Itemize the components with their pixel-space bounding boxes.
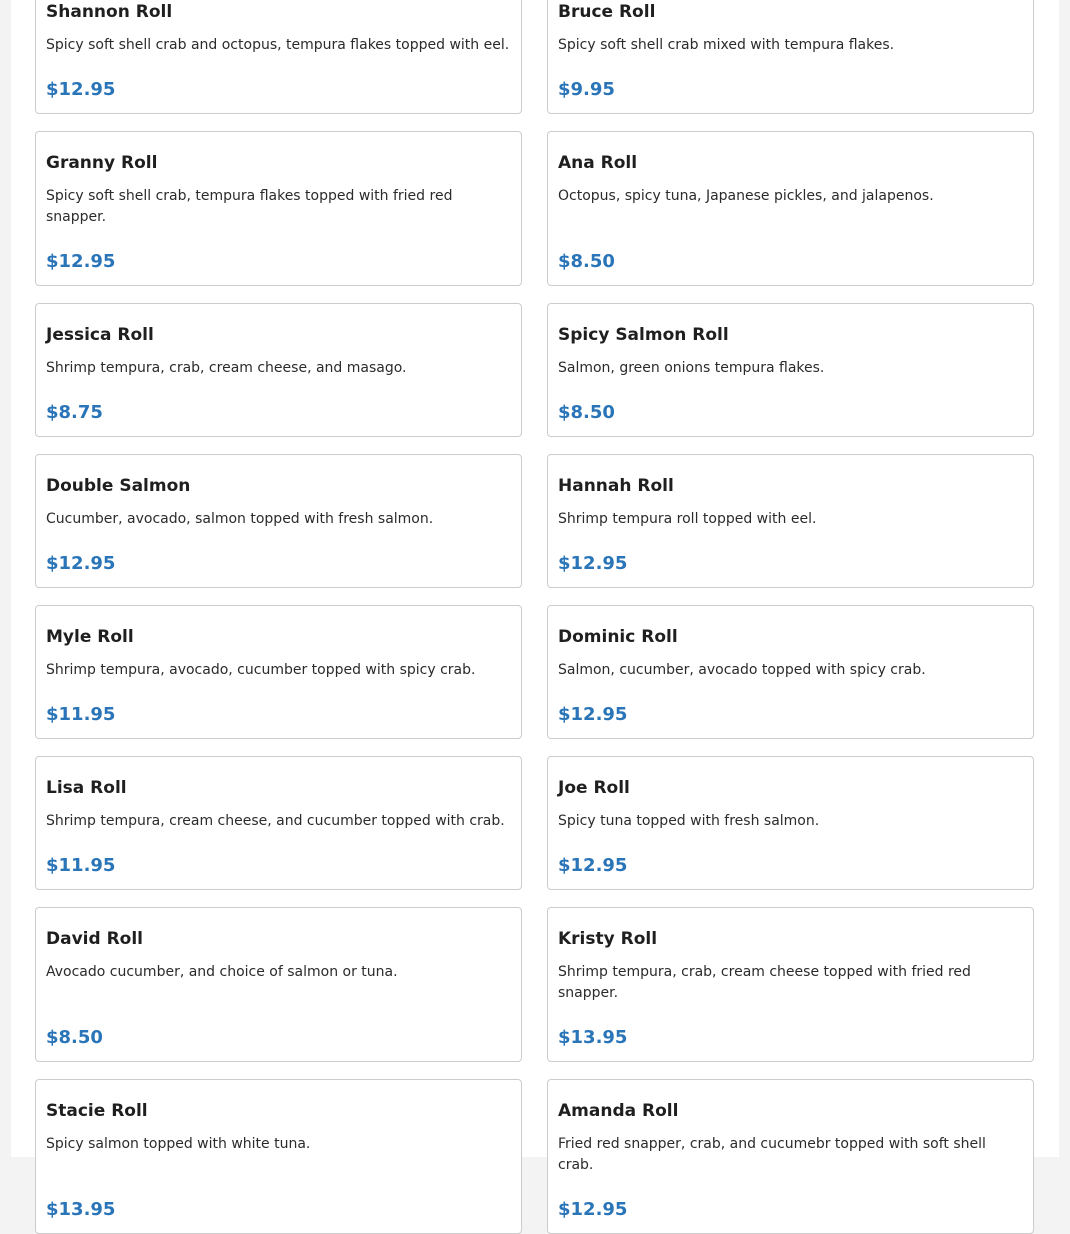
item-description: Octopus, spicy tuna, Japanese pickles, and jalapenos.	[558, 188, 934, 204]
menu-item-card	[547, 605, 1034, 739]
item-description: Spicy soft shell crab, tempura flakes topped with fried red snapper.	[46, 188, 453, 225]
item-description: Shrimp tempura, crab, cream cheese, and masago.	[46, 360, 407, 376]
item-description: Spicy tuna topped with fresh salmon.	[558, 813, 820, 829]
item-price: $8.75	[46, 402, 103, 423]
item-name: Lisa Roll	[46, 778, 127, 798]
item-name: Shannon Roll	[46, 2, 173, 22]
item-description: Shrimp tempura, cream cheese, and cucumber topped with crab.	[46, 813, 505, 829]
item-description: Cucumber, avocado, salmon topped with fresh salmon.	[46, 511, 434, 527]
menu-item-card	[547, 0, 1034, 114]
item-name: Jessica Roll	[46, 325, 154, 345]
item-price: $11.95	[46, 704, 116, 725]
item-name: Granny Roll	[46, 153, 158, 173]
item-name: Amanda Roll	[558, 1101, 679, 1121]
item-name: Myle Roll	[46, 627, 134, 647]
item-price: $8.50	[558, 251, 615, 272]
item-name: Bruce Roll	[558, 2, 656, 22]
menu-item-card	[35, 907, 522, 1062]
item-name: David Roll	[46, 929, 144, 949]
item-description: Spicy salmon topped with white tuna.	[46, 1136, 311, 1152]
menu-item-card	[35, 454, 522, 588]
item-name: Spicy Salmon Roll	[558, 325, 729, 345]
menu-item-card	[35, 131, 522, 286]
item-description: Shrimp tempura, crab, cream cheese topped with fried red snapper.	[558, 964, 971, 1001]
item-price: $8.50	[46, 1027, 103, 1048]
menu-item-card	[35, 756, 522, 890]
item-name: Stacie Roll	[46, 1101, 148, 1121]
item-price: $12.95	[46, 553, 116, 574]
item-description: Spicy soft shell crab and octopus, tempura flakes topped with eel.	[46, 37, 510, 53]
item-price: $13.95	[46, 1199, 116, 1220]
item-price: $11.95	[46, 855, 116, 876]
item-price: $8.50	[558, 402, 615, 423]
item-price: $12.95	[558, 553, 628, 574]
item-description: Spicy soft shell crab mixed with tempura flakes.	[558, 37, 895, 53]
item-name: Hannah Roll	[558, 476, 674, 496]
menu-item-card	[35, 303, 522, 437]
item-name: Double Salmon	[46, 476, 191, 496]
menu-item-card	[547, 131, 1034, 286]
menu-item-card	[547, 907, 1034, 1062]
item-price: $12.95	[558, 704, 628, 725]
menu-grid	[35, 0, 1034, 1234]
item-price: $13.95	[558, 1027, 628, 1048]
item-name: Kristy Roll	[558, 929, 658, 949]
menu-item-card	[35, 0, 522, 114]
item-name: Dominic Roll	[558, 627, 678, 647]
menu-item-card	[547, 303, 1034, 437]
item-name: Joe Roll	[558, 778, 630, 798]
item-price: $12.95	[558, 1199, 628, 1220]
item-description: Salmon, cucumber, avocado topped with spicy crab.	[558, 662, 926, 678]
menu-item-card	[35, 605, 522, 739]
menu-page	[11, 0, 1059, 1220]
item-description: Salmon, green onions tempura flakes.	[558, 360, 825, 376]
item-price: $12.95	[46, 251, 116, 272]
item-name: Ana Roll	[558, 153, 638, 173]
menu-item-card	[547, 454, 1034, 588]
item-description: Fried red snapper, crab, and cucumebr topped with soft shell crab.	[558, 1136, 986, 1173]
menu-item-card	[547, 756, 1034, 890]
item-price: $9.95	[558, 79, 615, 100]
item-description: Avocado cucumber, and choice of salmon or tuna.	[46, 964, 398, 980]
item-description: Shrimp tempura roll topped with eel.	[558, 511, 817, 527]
item-price: $12.95	[558, 855, 628, 876]
item-price: $12.95	[46, 79, 116, 100]
item-description: Shrimp tempura, avocado, cucumber topped with spicy crab.	[46, 662, 476, 678]
